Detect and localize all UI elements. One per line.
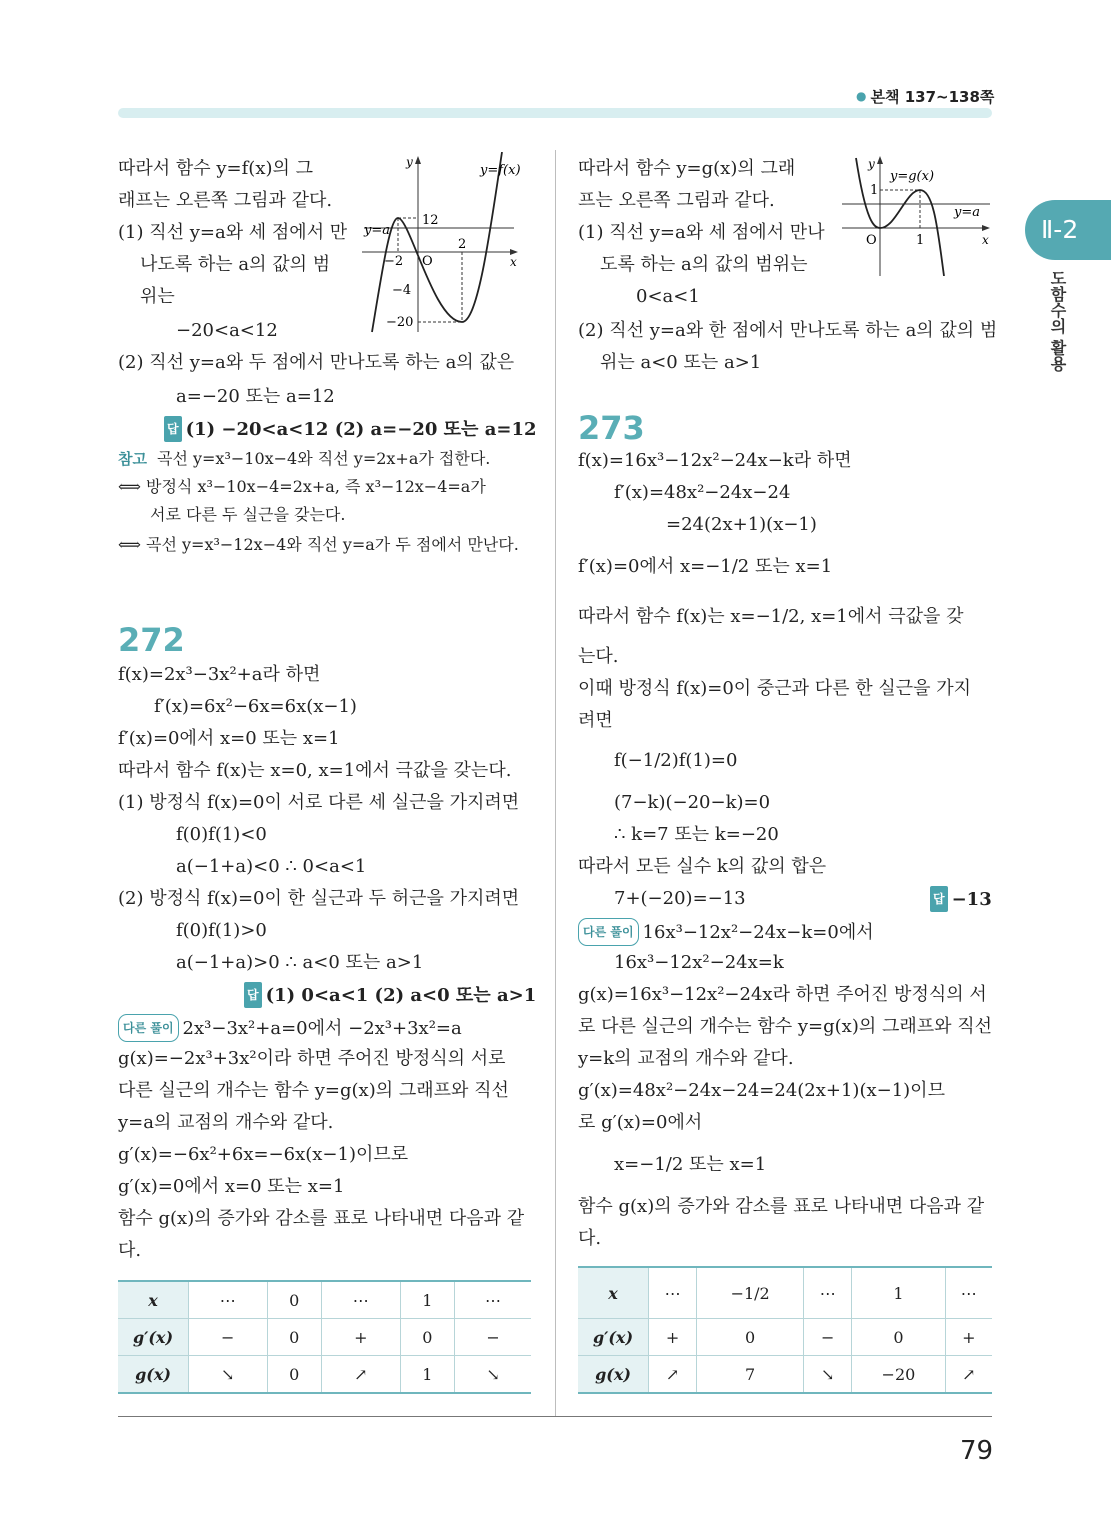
note-text: 곡선 y=x³−10x−4와 직선 y=2x+a가 접한다. — [156, 449, 491, 468]
text-line: a(−1+a)>0 ∴ a<0 또는 a>1 — [176, 952, 424, 973]
text-line: g(x)=−2x³+3x²이라 하면 주어진 방정식의 서로 — [118, 1048, 506, 1069]
text-line: 위는 — [140, 286, 175, 307]
table-cell: g′(x) — [118, 1319, 189, 1356]
table-cell: 0 — [267, 1281, 322, 1319]
table-cell: 0 — [267, 1319, 322, 1356]
note-line: ⟺ 곡선 y=x³−12x−4와 직선 y=a가 두 점에서 만난다. — [118, 535, 519, 554]
text-line: (1) 직선 y=a와 세 점에서 만나 — [578, 222, 825, 243]
text-line: a(−1+a)<0 ∴ 0<a<1 — [176, 856, 367, 877]
text-line: f(0)f(1)<0 — [176, 824, 267, 845]
text-line: =24(2x+1)(x−1) — [666, 514, 817, 535]
table-row — [118, 1319, 531, 1356]
origin-label: O — [866, 233, 877, 248]
table-cell: x — [578, 1267, 649, 1319]
text-line: (1) 직선 y=a와 세 점에서 만 — [118, 222, 348, 243]
text-line: 프는 오른쪽 그림과 같다. — [578, 190, 775, 211]
text-line: (7−k)(−20−k)=0 — [614, 792, 771, 813]
table-cell: − — [189, 1319, 268, 1356]
text-line: a=−20 또는 a=12 — [176, 386, 335, 407]
note-line: ⟺ 방정식 x³−10x−4=2x+a, 즉 x³−12x−4=a가 — [118, 477, 486, 496]
variation-table-273 — [578, 1266, 992, 1394]
table-row — [578, 1319, 992, 1356]
answer-line — [164, 416, 537, 443]
table-row — [578, 1267, 992, 1319]
ref-pages: 137~138쪽 — [904, 88, 995, 106]
table-row — [118, 1281, 531, 1319]
table-cell: 0 — [697, 1319, 804, 1356]
text-line: 나도록 하는 a의 값의 범 — [140, 254, 331, 275]
graph-g — [842, 152, 994, 276]
text-line: g′(x)=0에서 x=0 또는 x=1 — [118, 1176, 345, 1197]
alt-text: 16x³−12x²−24x−k=0에서 — [642, 922, 874, 943]
table-cell: − — [804, 1319, 852, 1356]
text-line: f(0)f(1)>0 — [176, 920, 267, 941]
answer-badge: 답 — [930, 886, 948, 912]
tick-label: 12 — [422, 213, 439, 228]
text-line: (2) 직선 y=a와 한 점에서 만나도록 하는 a의 값의 범 — [578, 320, 998, 341]
y-arrow — [415, 156, 421, 164]
note-badge: 참고 — [118, 450, 147, 468]
text-line: f(x)=16x³−12x²−24x−k라 하면 — [578, 450, 852, 471]
text-line: 따라서 함수 f(x)는 x=−1/2, x=1에서 극값을 갖 — [578, 606, 964, 627]
line-label: y=a — [954, 205, 980, 220]
table-cell: x — [118, 1281, 189, 1319]
table-row — [578, 1356, 992, 1394]
table-cell: 0 — [400, 1319, 455, 1356]
table-cell: g(x) — [578, 1356, 649, 1394]
curve-label: y=g(x) — [890, 169, 935, 184]
x-axis-label: x — [510, 255, 517, 269]
y-arrow — [877, 156, 883, 164]
curve-f — [372, 152, 502, 332]
curve-label: y=f(x) — [480, 163, 521, 178]
text-line: (2) 방정식 f(x)=0이 한 실근과 두 허근을 가지려면 — [118, 888, 520, 909]
text-line: 도록 하는 a의 값의 범위는 — [600, 254, 808, 275]
table-row — [118, 1356, 531, 1394]
note-line — [118, 446, 490, 472]
ref-label: 본책 — [870, 88, 900, 106]
problem-number-272: 272 — [118, 621, 185, 659]
table-cell: ⋯ — [455, 1281, 531, 1319]
text-line: f(x)=2x³−3x²+a라 하면 — [118, 664, 321, 685]
column-divider — [555, 150, 556, 1416]
text-line: f′(x)=0에서 x=−1/2 또는 x=1 — [578, 556, 833, 577]
answer-text: −13 — [951, 889, 992, 910]
problem-number-273: 273 — [578, 409, 645, 447]
table-cell: 0 — [852, 1319, 945, 1356]
table-cell: g′(x) — [578, 1319, 649, 1356]
x-arrow — [982, 225, 990, 231]
table-cell: ↘ — [455, 1356, 531, 1394]
table-cell: + — [649, 1319, 697, 1356]
table-cell: ↗ — [649, 1356, 697, 1394]
table-cell: 1 — [400, 1356, 455, 1394]
variation-table-272 — [118, 1280, 531, 1394]
text-line: 함수 g(x)의 증가와 감소를 표로 나타내면 다음과 같 — [578, 1196, 985, 1217]
text-line: 따라서 함수 f(x)는 x=0, x=1에서 극값을 갖는다. — [118, 760, 512, 781]
table-cell: −20 — [852, 1356, 945, 1394]
text-line: 함수 g(x)의 증가와 감소를 표로 나타내면 다음과 같 — [118, 1208, 525, 1229]
page-reference — [856, 86, 994, 107]
text-line: g′(x)=48x²−24x−24=24(2x+1)(x−1)이므 — [578, 1080, 945, 1101]
text-line: f′(x)=0에서 x=0 또는 x=1 — [118, 728, 340, 749]
alt-line — [578, 918, 874, 946]
text-line: y=k의 교점의 개수와 같다. — [578, 1048, 794, 1069]
text-line: y=a의 교점의 개수와 같다. — [118, 1112, 334, 1133]
alt-text: 2x³−3x²+a=0에서 −2x³+3x²=a — [182, 1018, 462, 1039]
text-line: 따라서 모든 실수 k의 값의 합은 — [578, 856, 827, 877]
text-line: 위는 a<0 또는 a>1 — [600, 352, 762, 373]
text-line: 0<a<1 — [636, 286, 700, 307]
footer-rule — [118, 1416, 992, 1417]
tick-label: 1 — [870, 183, 879, 198]
text-line: f′(x)=48x²−24x−24 — [614, 482, 791, 503]
text-line: 다. — [578, 1228, 602, 1249]
text-line: 다른 실근의 개수는 함수 y=g(x)의 그래프와 직선 — [118, 1080, 509, 1101]
tick-label: −4 — [392, 283, 412, 298]
text-line: 따라서 함수 y=f(x)의 그 — [118, 158, 313, 179]
text-line: f′(x)=6x²−6x=6x(x−1) — [154, 696, 357, 717]
tick-label: −20 — [386, 315, 414, 330]
alt-line — [118, 1014, 462, 1042]
text-line: 로 다른 실근의 개수는 함수 y=g(x)의 그래프와 직선 — [578, 1016, 993, 1037]
table-cell: ⋯ — [189, 1281, 268, 1319]
table-cell: ↗ — [945, 1356, 992, 1394]
tick-label: 2 — [458, 237, 467, 252]
table-cell: + — [322, 1319, 401, 1356]
bullet-icon: ● — [856, 89, 867, 103]
text-line: f(−1/2)f(1)=0 — [614, 750, 738, 771]
table-cell: −1/2 — [697, 1267, 804, 1319]
line-label: y=a — [364, 223, 390, 238]
table-cell: 1 — [852, 1267, 945, 1319]
text-line: 다. — [118, 1240, 142, 1261]
text-line: 려면 — [578, 710, 613, 731]
text-line: g(x)=16x³−12x²−24x라 하면 주어진 방정식의 서 — [578, 984, 987, 1005]
x-axis-label: x — [982, 233, 989, 247]
text-line: 16x³−12x²−24x=k — [614, 952, 784, 973]
graph-f — [362, 152, 542, 334]
table-cell: + — [945, 1319, 992, 1356]
page-number: 79 — [960, 1436, 994, 1466]
table-cell: 0 — [267, 1356, 322, 1394]
table-cell: ⋯ — [322, 1281, 401, 1319]
text-line: (2) 직선 y=a와 두 점에서 만나도록 하는 a의 값은 — [118, 352, 515, 373]
text-line: (1) 방정식 f(x)=0이 서로 다른 세 실근을 가지려면 — [118, 792, 520, 813]
answer-badge: 답 — [244, 982, 262, 1008]
text-line: 는다. — [578, 646, 619, 667]
answer-text: (1) 0<a<1 (2) a<0 또는 a>1 — [265, 985, 537, 1006]
table-cell: ⋯ — [945, 1267, 992, 1319]
text-line: 따라서 함수 y=g(x)의 그래 — [578, 158, 796, 179]
text-line: −20<a<12 — [176, 320, 278, 341]
text-line: 7+(−20)=−13 — [614, 888, 746, 909]
table-cell: ↗ — [322, 1356, 401, 1394]
note-line: 서로 다른 두 실근을 갖는다. — [150, 505, 346, 524]
alt-badge: 다른 풀이 — [578, 918, 639, 946]
y-axis-label: y — [406, 155, 413, 169]
table-cell: ⋯ — [649, 1267, 697, 1319]
answer-text: (1) −20<a<12 (2) a=−20 또는 a=12 — [185, 419, 537, 440]
chapter-title: 도함수의 활용 — [1048, 270, 1067, 372]
table-cell: ↘ — [189, 1356, 268, 1394]
origin-label: O — [422, 254, 433, 269]
text-line: ∴ k=7 또는 k=−20 — [614, 824, 779, 845]
table-cell: 1 — [400, 1281, 455, 1319]
text-line: 래프는 오른쪽 그림과 같다. — [118, 190, 333, 211]
text-line: 이때 방정식 f(x)=0이 중근과 다른 한 실근을 가지 — [578, 678, 972, 699]
answer-line — [930, 886, 992, 913]
table-cell: ↘ — [804, 1356, 852, 1394]
table-cell: − — [455, 1319, 531, 1356]
header-bar — [118, 108, 992, 118]
answer-badge: 답 — [164, 416, 182, 442]
chapter-tab: Ⅱ-2 — [1025, 200, 1111, 260]
alt-badge: 다른 풀이 — [118, 1014, 179, 1042]
y-axis-label: y — [868, 157, 875, 171]
text-line: x=−1/2 또는 x=1 — [614, 1154, 767, 1175]
tick-label: −2 — [384, 254, 404, 269]
answer-line — [244, 982, 536, 1009]
table-cell: g(x) — [118, 1356, 189, 1394]
table-cell: 7 — [697, 1356, 804, 1394]
table-cell: ⋯ — [804, 1267, 852, 1319]
text-line: g′(x)=−6x²+6x=−6x(x−1)이므로 — [118, 1144, 409, 1165]
tick-label: 1 — [916, 233, 925, 248]
text-line: 로 g′(x)=0에서 — [578, 1112, 703, 1133]
